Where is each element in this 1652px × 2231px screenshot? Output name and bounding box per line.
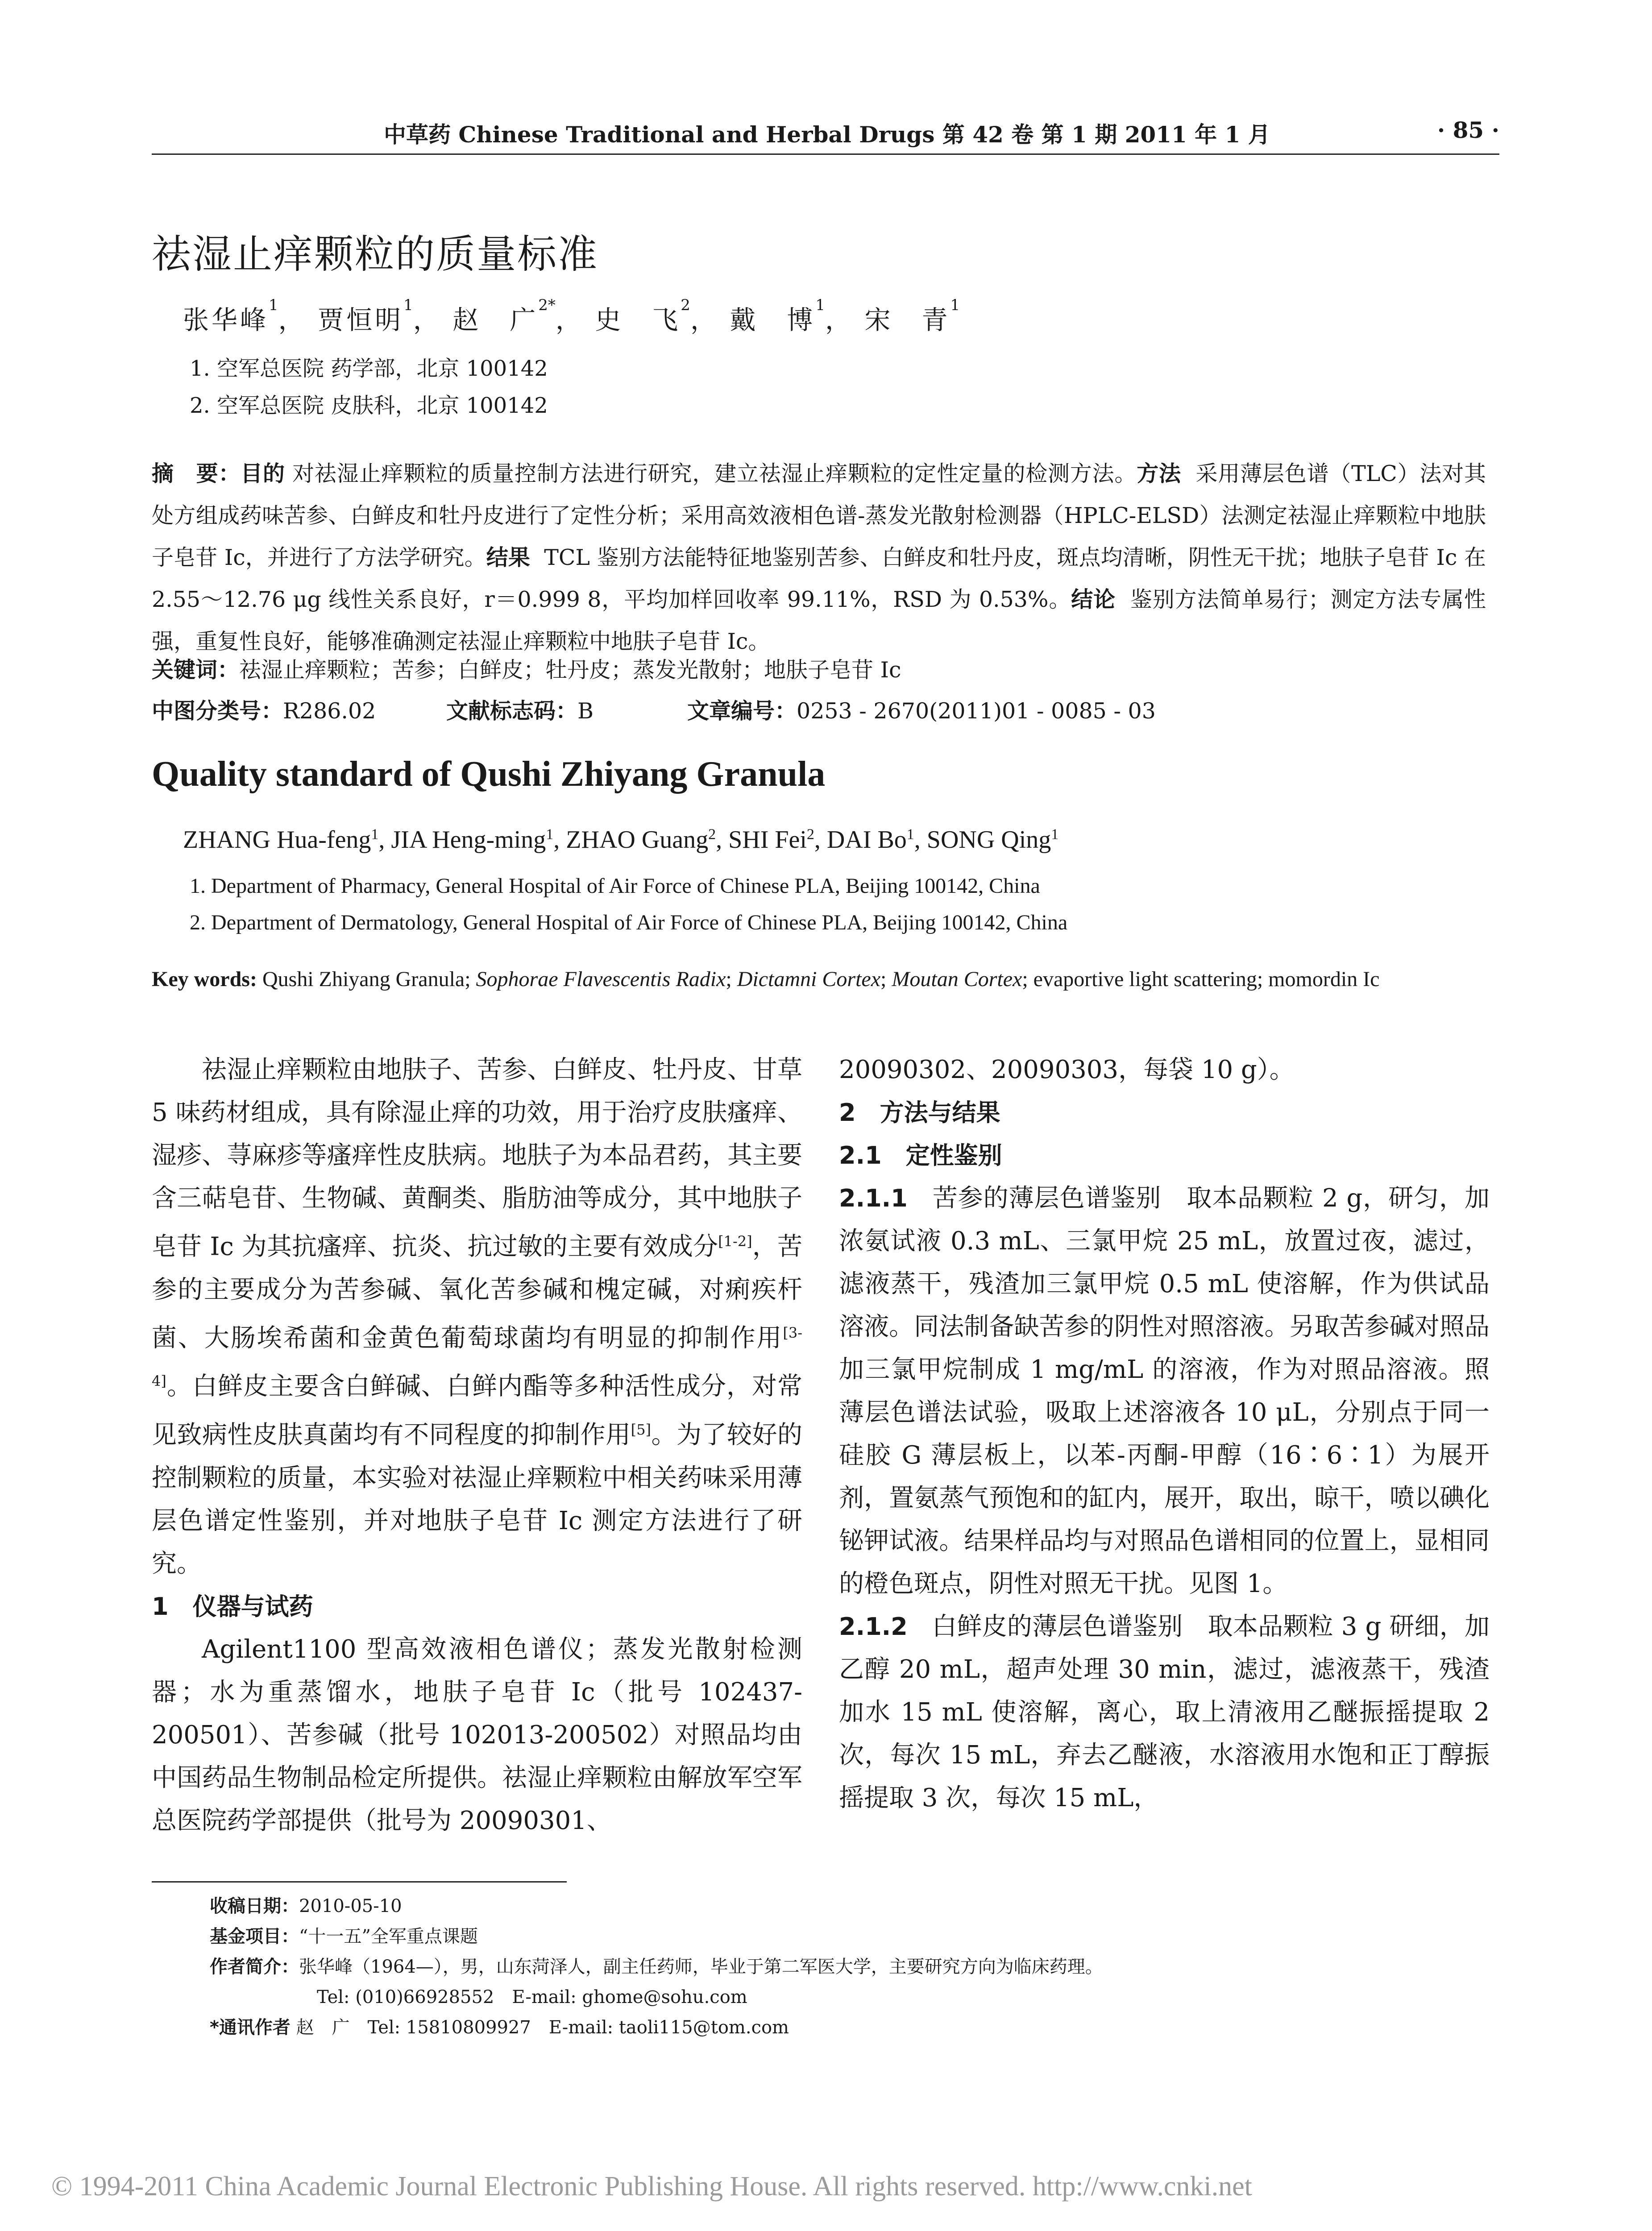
clc-label: 中图分类号： — [152, 698, 283, 724]
header-rule — [152, 153, 1499, 155]
copyright-watermark: © 1994-2011 China Academic Journal Electronic Publishing House. All rights reserved. http://www.cnki.net — [51, 2171, 1252, 2202]
author-name: DAI Bo — [826, 826, 907, 854]
footnote-label: 作者简介： — [210, 1957, 299, 1977]
footnote-value: “十一五”全军重点课题 — [299, 1926, 478, 1947]
result-text: TCL 鉴别方法能特征地鉴别苦参、白鲜皮和牡丹皮，斑点均清晰，阴性无干扰；地肤子皂苷 Ic 在 2.55～12.76 μg 线性关系良好，r＝0.999 8，平均加样回收率 99.11%，RSD 为 0.53%。 — [152, 545, 1486, 612]
footnote-label: 基金项目： — [210, 1926, 299, 1947]
running-header — [152, 117, 1499, 153]
subsection-title: 白鲜皮的薄层色谱鉴别 — [932, 1612, 1183, 1641]
author-name: SONG Qing — [926, 826, 1051, 854]
intro-text: ，苦参的主要成分为苦参碱、氧化苦参碱和槐定碱，对痢疾杆菌、大肠埃希菌和金黄色葡萄球菌均有明显的抑制作用 — [152, 1232, 802, 1353]
english-keyword-latin: Dictamni Cortex — [737, 967, 881, 991]
objective-label: 目的 — [241, 461, 285, 486]
author-name: 贾恒明 — [318, 305, 404, 335]
author-affil-mark: 1 — [815, 296, 826, 314]
continued-text: 20090302、20090303，每袋 10 g）。 — [839, 1055, 1295, 1084]
conclusion-text: 鉴别方法简单易行；测定方法专属性强，重复性良好，能够准确测定祛湿止痒颗粒中地肤子皂苷 Ic。 — [152, 587, 1486, 654]
section-2-1-2 — [839, 1605, 1490, 1820]
english-affiliation-2: 2. Department of Dermatology, General Hospital of Air Force of Chinese PLA, Beijing 100142, China — [190, 911, 1068, 934]
author-affil-mark: 1 — [1051, 826, 1059, 843]
author-affil-mark: 2 — [806, 826, 814, 843]
author-name: SHI Fei — [728, 826, 807, 854]
intro-paragraph — [152, 1049, 802, 1585]
intro-text: 。为了较好的控制颗粒的质量，本实验对祛湿止痒颗粒中相关药味采用薄层色谱定性鉴别，并对地肤子皂苷 Ic 测定方法进行了研究。 — [152, 1420, 803, 1578]
author-affil-mark: 2 — [681, 296, 690, 314]
conclusion-label: 结论 — [1071, 587, 1116, 612]
chinese-authors: 张华峰$^1$， 贾恒明$^1$， 赵 广$^{2*}$， 史 飞$^2$， 戴 博$^1$， 宋 青$^1$ — [183, 296, 960, 335]
citation: [3-4] — [152, 1324, 802, 1390]
english-keyword-latin: Sophorae Flavescentis Radix — [476, 967, 726, 991]
english-keywords-label: Key words: — [152, 967, 257, 991]
english-keyword-sep: ; — [726, 967, 737, 991]
english-affiliation-1: 1. Department of Pharmacy, General Hospital of Air Force of Chinese PLA, Beijing 100142, China — [190, 874, 1040, 898]
author-affil-mark: 1 — [950, 296, 960, 314]
section-heading-2-1: 2.1 定性鉴别 — [839, 1141, 1002, 1169]
method-label: 方法 — [1137, 461, 1181, 486]
author-affil-mark: 1 — [371, 826, 379, 843]
footnote-author — [210, 1952, 1103, 1982]
subsection-title: 苦参的薄层色谱鉴别 — [932, 1184, 1162, 1213]
intro-text: 祛湿止痒颗粒由地肤子、苦参、白鲜皮、牡丹皮、甘草 5 味药材组成，具有除湿止痒的功效，用于治疗皮肤瘙痒、湿疹、荨麻疹等瘙痒性皮肤病。地肤子为本品君药，其主要含三萜皂苷、生物碱、黄酮类、脂肪油等成分，其中地肤子皂苷 Ic 为其抗瘙痒、抗炎、抗过敏的主要有效成分 — [152, 1055, 802, 1261]
author-name: 赵 广 — [452, 305, 539, 335]
subsection-text: 取本品颗粒 2 g，研匀，加浓氨试液 0.3 mL、三氯甲烷 25 mL，放置过夜，滤过，滤液蒸干，残渣加三氯甲烷 0.5 mL 使溶解，作为供试品溶液。同法制备缺苦参的阴性对照溶液。另取苦参碱对照品加三氯甲烷制成 1 mg/mL 的溶液，作为对照品溶液。照薄层色谱法试验，吸取上述溶液各 10 μL，分别点于同一硅胶 G 薄层板上，以苯-丙酮-甲醇（16∶6∶1）为展开剂，置氨蒸气预饱和的缸内，展开，取出，晾干，喷以碘化铋钾试液。结果样品均与对照品色谱相同的位置上，显相同的橙色斑点，阴性对照无干扰。见图 1。 — [839, 1184, 1490, 1598]
footnote-corresponding — [210, 2012, 1103, 2043]
english-authors: ZHANG Hua-feng$^1$, JIA Heng-ming$^1$, ZHAO Guang$^2$, SHI Fei$^2$, DAI Bo$^1$, SONG Qing$^1$ — [183, 826, 1059, 854]
chinese-affiliation-2: 2. 空军总医院 皮肤科，北京 100142 — [190, 393, 548, 418]
intro-text: 。白鲜皮主要含白鲜碱、白鲜内酯等多种活性成分，对常见致病性皮肤真菌均有不同程度的抑制作用 — [152, 1372, 802, 1450]
footnote-rule — [152, 1881, 567, 1883]
author-affil-mark: 1 — [403, 296, 413, 314]
objective-text: 对祛湿止痒颗粒的质量控制方法进行研究，建立祛湿止痒颗粒的定性定量的检测方法。 — [292, 461, 1137, 486]
footnotes — [210, 1891, 1103, 2043]
chinese-affiliation-1: 1. 空军总医院 药学部，北京 100142 — [190, 356, 548, 381]
article-no-value: 0253 - 2670(2011)01 - 0085 - 03 — [797, 698, 1156, 724]
section-heading-2: 2 方法与结果 — [839, 1099, 1000, 1127]
author-name: 宋 青 — [864, 305, 951, 335]
section-2-1-1 — [839, 1177, 1490, 1605]
english-keyword-text: ; evaportive light scattering; momordin Ic — [1022, 967, 1380, 991]
footnote-value: 2010-05-10 — [299, 1896, 402, 1916]
english-title: Quality standard of Qushi Zhiyang Granula — [152, 755, 826, 794]
author-name: ZHAO Guang — [566, 826, 709, 854]
author-affil-mark: 2 — [708, 826, 716, 843]
result-label: 结果 — [486, 545, 530, 570]
method-text: 采用薄层色谱（TLC）法对其处方组成药味苦参、白鲜皮和牡丹皮进行了定性分析；采用高效液相色谱-蒸发光散射检测器（HPLC-ELSD）法测定祛湿止痒颗粒中地肤子皂苷 Ic，并进行了方法学研究。 — [152, 461, 1486, 570]
classification-line — [152, 690, 1486, 732]
article-no-label: 文章编号： — [687, 698, 797, 724]
author-name: JIA Heng-ming — [391, 826, 546, 854]
section-heading-1: 1 仪器与试药 — [152, 1592, 313, 1621]
footnote-author-contact: Tel: (010)66928552 E-mail: ghome@sohu.com — [317, 1987, 747, 2007]
english-keyword-latin: Moutan Cortex — [892, 967, 1022, 991]
body-right-column — [839, 1049, 1490, 1820]
footnote-value: 张华峰（1964—），男，山东菏泽人，副主任药师，毕业于第二军医大学，主要研究方向为临床药理。 — [299, 1957, 1103, 1977]
author-name: 史 飞 — [595, 305, 681, 335]
clc-value: R286.02 — [283, 698, 376, 724]
page-number: · 85 · — [1437, 117, 1499, 143]
footnote-label: *通讯作者 — [210, 2017, 291, 2038]
author-affil-mark: 1 — [269, 296, 278, 314]
subsection-number: 2.1.2 — [839, 1613, 932, 1641]
keywords-label: 关键词： — [152, 657, 240, 683]
abstract — [152, 453, 1486, 663]
author-name: 张华峰 — [183, 305, 269, 335]
body-left-column — [152, 1049, 802, 1842]
author-affil-mark: 1 — [906, 826, 914, 843]
english-keyword-text: Qushi Zhiyang Granula; — [257, 967, 476, 991]
section-1-text: Agilent1100 型高效液相色谱仪；蒸发光散射检测器；水为重蒸馏水，地肤子皂苷 Ic（批号 102437-200501）、苦参碱（批号 102013-200502）对照品均由中国药品生物制品检定所提供。祛湿止痒颗粒由解放军空军总医院药学部提供（批号为 20090301、 — [152, 1634, 802, 1835]
author-name: ZHANG Hua-feng — [183, 826, 371, 854]
doc-code-label: 文献标志码： — [446, 698, 578, 724]
abstract-label: 摘 要： — [152, 461, 241, 486]
journal-header: 中草药 Chinese Traditional and Herbal Drugs 第 42 卷 第 1 期 2011 年 1 月 — [384, 121, 1270, 148]
doc-code-value: B — [577, 698, 594, 724]
keywords — [152, 649, 1486, 691]
author-affil-mark: 2* — [538, 296, 556, 314]
subsection-number: 2.1.1 — [839, 1184, 933, 1212]
english-keywords — [152, 959, 1486, 999]
subsection-text: 取本品颗粒 3 g 研细，加乙醇 20 mL，超声处理 30 min，滤过，滤液蒸干，残渣加水 15 mL 使溶解，离心，取上清液用乙醚振摇提取 2 次，每次 15 mL，弃去乙醚液，水溶液用水饱和正丁醇振摇提取 3 次，每次 15 mL， — [839, 1612, 1490, 1812]
footnote-label: 收稿日期： — [210, 1896, 299, 1916]
citation: [5] — [631, 1421, 651, 1438]
author-name: 戴 博 — [730, 305, 816, 335]
footnote-value: 赵 广 Tel: 15810809927 E-mail: taoli115@tom.com — [296, 2017, 789, 2038]
footnote-fund — [210, 1921, 1103, 1952]
keywords-text: 祛湿止痒颗粒；苦参；白鲜皮；牡丹皮；蒸发光散射；地肤子皂苷 Ic — [239, 657, 901, 683]
author-affil-mark: 1 — [546, 826, 554, 843]
english-keyword-sep: ; — [880, 967, 892, 991]
citation: [1-2] — [718, 1233, 752, 1250]
chinese-title: 祛湿止痒颗粒的质量标准 — [152, 231, 599, 277]
footnote-received — [210, 1891, 1103, 1921]
